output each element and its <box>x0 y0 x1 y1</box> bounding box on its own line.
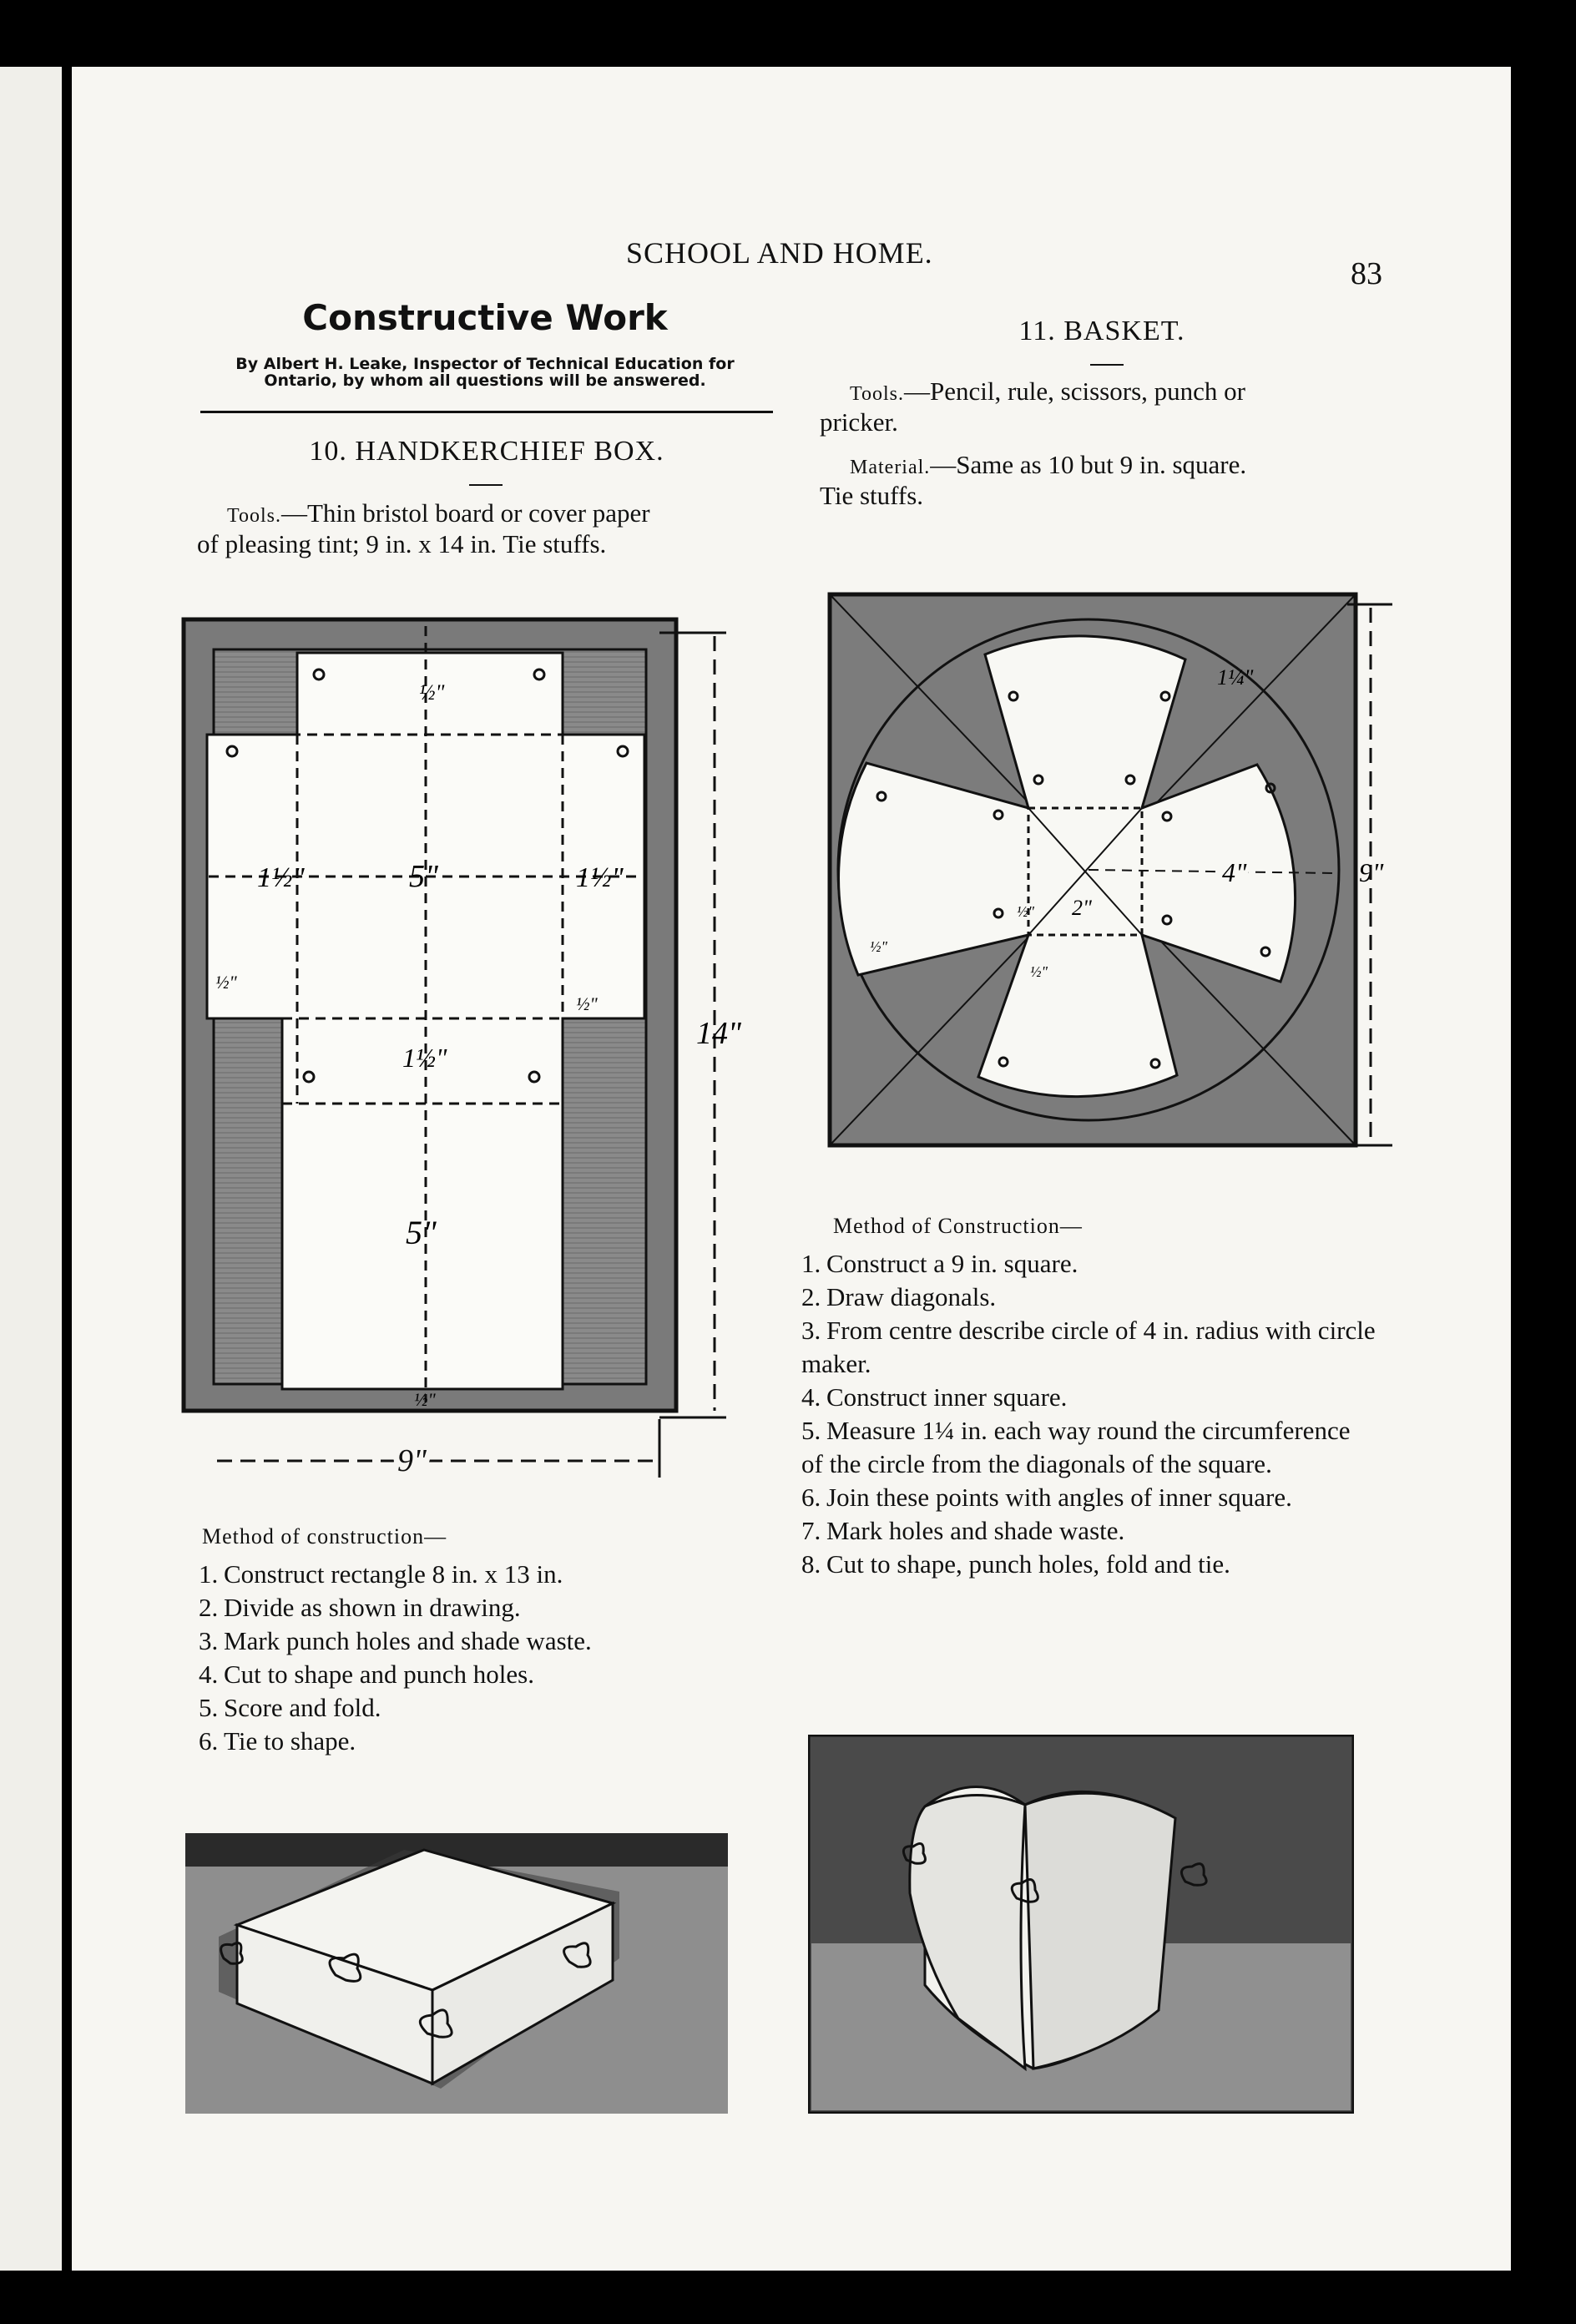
step-item <box>199 1725 733 1758</box>
step-text: Tie to shape. <box>224 1726 356 1756</box>
heading-dash <box>469 484 503 486</box>
step-number: 6. <box>801 1483 821 1512</box>
label-corner: 1¼" <box>1217 665 1254 690</box>
step-number: 8. <box>801 1549 821 1579</box>
step-number: 2. <box>199 1593 219 1622</box>
label-small-c: ½" <box>1030 963 1048 980</box>
step-item <box>801 1281 1377 1314</box>
step-text: Score and fold. <box>224 1693 381 1722</box>
basket-method-heading: Method of Construction— <box>833 1214 1083 1238</box>
box-tools <box>197 499 748 558</box>
step-number: 1. <box>801 1249 821 1278</box>
running-head: SCHOOL AND HOME. <box>626 236 933 270</box>
material-label: Material. <box>850 457 931 478</box>
basket-steps-list <box>801 1247 1377 1581</box>
box-method-heading: Method of construction— <box>202 1524 447 1548</box>
step-number: 5. <box>199 1693 219 1722</box>
basket-diagram <box>816 584 1401 1160</box>
step-text: Construct a 9 in. square. <box>826 1249 1078 1278</box>
label-side-left: 1½" <box>257 862 305 893</box>
step-item <box>801 1247 1377 1281</box>
box-heading: 10. HANDKERCHIEF BOX. <box>309 436 664 467</box>
byline-line-1: By Albert H. Leake, Inspector of Technical Education for <box>235 355 735 373</box>
step-item <box>199 1591 733 1624</box>
basket-illustration <box>808 1735 1354 2114</box>
step-number: 1. <box>199 1559 219 1589</box>
label-corner-left: ½" <box>215 972 237 993</box>
label-inner: 2" <box>1072 896 1092 920</box>
step-text: From centre describe circle of 4 in. radius with circle maker. <box>801 1316 1376 1378</box>
article-byline <box>195 356 775 389</box>
label-bottom-small: ½" <box>414 1389 436 1410</box>
box-steps-list <box>199 1558 733 1758</box>
step-text: Construct inner square. <box>826 1382 1068 1412</box>
step-item <box>801 1414 1377 1481</box>
step-item <box>199 1658 733 1691</box>
step-text: Cut to shape, punch holes, fold and tie. <box>826 1549 1230 1579</box>
page-number: 83 <box>1351 256 1382 291</box>
material-text-cont: Tie stuffs. <box>820 481 924 510</box>
label-middle: 5" <box>409 859 438 894</box>
step-number: 3. <box>199 1626 219 1655</box>
step-number: 2. <box>801 1282 821 1311</box>
title-rule <box>200 411 773 413</box>
handkerchief-box-diagram <box>159 609 743 1494</box>
step-item <box>801 1381 1377 1414</box>
step-text: Cut to shape and punch holes. <box>224 1660 534 1689</box>
step-item <box>199 1624 733 1658</box>
label-flap: 1½" <box>402 1043 447 1073</box>
article-title: Constructive Work <box>302 297 668 338</box>
step-text: Join these points with angles of inner square. <box>826 1483 1292 1512</box>
step-item <box>801 1314 1377 1381</box>
label-side: 9" <box>1359 857 1384 887</box>
step-item <box>801 1514 1377 1548</box>
label-corner-right: ½" <box>576 993 598 1014</box>
tools-label: Tools. <box>227 505 281 527</box>
basket-material <box>820 451 1396 510</box>
label-small-b: ½" <box>870 938 888 955</box>
label-width: 9" <box>397 1443 427 1478</box>
tools-text: —Thin bristol board or cover paper <box>281 498 650 528</box>
label-bottom: 5" <box>406 1214 437 1251</box>
step-number: 4. <box>801 1382 821 1412</box>
step-text: Mark holes and shade waste. <box>826 1516 1125 1545</box>
step-item <box>199 1558 733 1591</box>
step-number: 4. <box>199 1660 219 1689</box>
step-number: 7. <box>801 1516 821 1545</box>
step-item <box>199 1691 733 1725</box>
step-item <box>801 1548 1377 1581</box>
step-number: 5. <box>801 1416 821 1445</box>
handkerchief-box-illustration <box>185 1833 728 2114</box>
label-height: 14" <box>696 1016 741 1051</box>
step-number: 6. <box>199 1726 219 1756</box>
step-text: Measure 1¼ in. each way round the circumference of the circle from the diagonals of the square. <box>801 1416 1351 1478</box>
byline-line-2: Ontario, by whom all questions will be answered. <box>264 371 706 390</box>
step-number: 3. <box>801 1316 821 1345</box>
step-item <box>801 1481 1377 1514</box>
label-radius: 4" <box>1222 857 1247 887</box>
basket-tools <box>820 377 1396 437</box>
step-text: Draw diagonals. <box>826 1282 997 1311</box>
step-text: Mark punch holes and shade waste. <box>224 1626 592 1655</box>
label-side-right: 1½" <box>576 862 624 893</box>
tools-text-cont: pricker. <box>820 407 898 437</box>
basket-heading: 11. BASKET. <box>1018 316 1185 346</box>
label-top-small: ½" <box>419 680 445 705</box>
step-text: Divide as shown in drawing. <box>224 1593 521 1622</box>
material-text: —Same as 10 but 9 in. square. <box>930 450 1247 479</box>
tools-text-cont: of pleasing tint; 9 in. x 14 in. Tie stuffs. <box>197 529 607 558</box>
step-text: Construct rectangle 8 in. x 13 in. <box>224 1559 563 1589</box>
facing-page-edge <box>0 67 62 2271</box>
label-small-a: ½" <box>1017 903 1035 920</box>
tools-text: —Pencil, rule, scissors, punch or <box>904 376 1245 406</box>
heading-dash <box>1090 364 1124 366</box>
tools-label: Tools. <box>850 383 904 405</box>
